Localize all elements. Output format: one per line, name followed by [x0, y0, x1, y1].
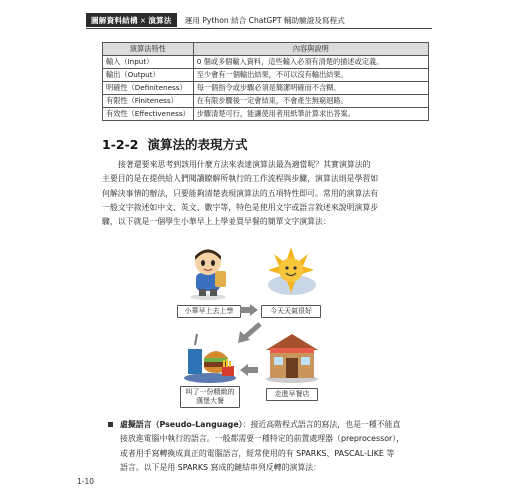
- table-row: [103, 69, 429, 82]
- bullet-first-line: [108, 418, 430, 432]
- step-label-nice-weather: 今天天氣很好: [261, 305, 321, 318]
- table-row: [103, 108, 429, 121]
- paragraph-line: 一般文字敘述如中文、英文、數字等，特色是使用文字或語言敘述來說明演算步: [102, 202, 379, 212]
- table-cell: 輸出（Output）: [103, 69, 194, 82]
- step-label-burger-meal: [180, 386, 240, 408]
- breakfast-shop-illustration: [262, 330, 320, 384]
- book-title: 運用 Python 結合 ChatGPT 輔助驗證及寫程式: [184, 15, 345, 25]
- page-number: 1-10: [77, 477, 95, 486]
- book-badge: [86, 13, 177, 27]
- table-header-row: [103, 43, 429, 56]
- table-header-cell: 內容與說明: [193, 43, 428, 56]
- pseudo-language-bullet: [108, 418, 430, 475]
- table-row: [103, 95, 429, 108]
- bullet-term: 虛擬語言（Pseudo-Language）: [120, 420, 243, 429]
- paragraph-line: 主要目的是在提供給人們閱讀瞭解所執行的工作流程與步驟，演算法則是學習如: [102, 174, 379, 184]
- paragraph-line: 驟，以下就是一個學生小華早上上學並買早餐的簡單文字演算法：: [102, 217, 331, 227]
- burger-meal-illustration: [180, 330, 238, 384]
- flow-arrow-right-icon: [240, 304, 258, 316]
- student-illustration: [180, 245, 236, 301]
- bullet-line: 接放進電腦中執行的語言。一般都需要一種特定的前置處理器（preprocessor），: [120, 434, 405, 444]
- paragraph-line: 何解決事情的辦法，只要能夠清楚表現演算法的五項特性即可。常用的演算法有: [102, 188, 379, 198]
- step-label-burger-line2: 漢堡大餐: [196, 397, 224, 405]
- table-cell: 有限性（Finiteness）: [103, 95, 194, 108]
- table-cell: 步驟清楚可行，能讓使用者用紙筆計算求出答案。: [193, 108, 428, 121]
- header-rule: [86, 28, 432, 29]
- bullet-line: 或者用手寫轉換成真正的電腦語言，經常使用的有 SPARKS、PASCAL-LIKE 等: [120, 448, 395, 458]
- table-cell: 每一個指令或步驟必須是簡潔明確而不含糊。: [193, 82, 428, 95]
- badge-left: 圖解資料結構: [91, 15, 138, 25]
- table-cell: 有效性（Effectiveness）: [103, 108, 194, 121]
- step-label-burger-line1: 叫了一份精緻的: [185, 388, 235, 396]
- section-title: 演算法的表現方式: [147, 137, 248, 152]
- table-cell: 輸入（Input）: [103, 56, 194, 69]
- section-heading: [102, 135, 247, 153]
- step-label-enter-shop: 走進早餐店: [266, 388, 318, 401]
- flow-arrow-left-icon: [240, 364, 258, 376]
- table-row: [103, 56, 429, 69]
- table-cell: 0 個或多個輸入資料，這些輸入必須有清楚的描述或定義。: [193, 56, 428, 69]
- table-header-cell: 演算法特性: [103, 43, 194, 56]
- bullet-line: 語言。以下是用 SPARKS 寫成的鏈結串列反轉的演算法：: [120, 462, 322, 472]
- algorithm-properties-table: [102, 42, 429, 121]
- table-cell: 明確性（Definiteness）: [103, 82, 194, 95]
- badge-right: 演算法: [148, 15, 172, 25]
- bullet-line: ：接近高階程式語言的寫法，也是一種不能直: [242, 420, 401, 429]
- body-paragraph: [102, 158, 430, 229]
- section-number: 1-2-2: [102, 137, 139, 152]
- badge-separator: ×: [139, 15, 147, 25]
- table-row: [103, 82, 429, 95]
- flow-arrow-down-left-icon: [236, 322, 262, 344]
- bullet-square-icon: [108, 422, 113, 427]
- table-cell: 在有限步驟後一定會結束，不會產生無窮迴路。: [193, 95, 428, 108]
- paragraph-line: 接著還要來思考到該用什麼方法來表達演算法最為適當呢？其實演算法的: [118, 160, 371, 169]
- table-cell: 至少會有一個輸出結果，不可以沒有輸出結果。: [193, 69, 428, 82]
- sun-weather-illustration: [262, 245, 320, 301]
- step-label-go-to-school: 小華早上去上學: [177, 305, 241, 318]
- running-header: [86, 13, 432, 27]
